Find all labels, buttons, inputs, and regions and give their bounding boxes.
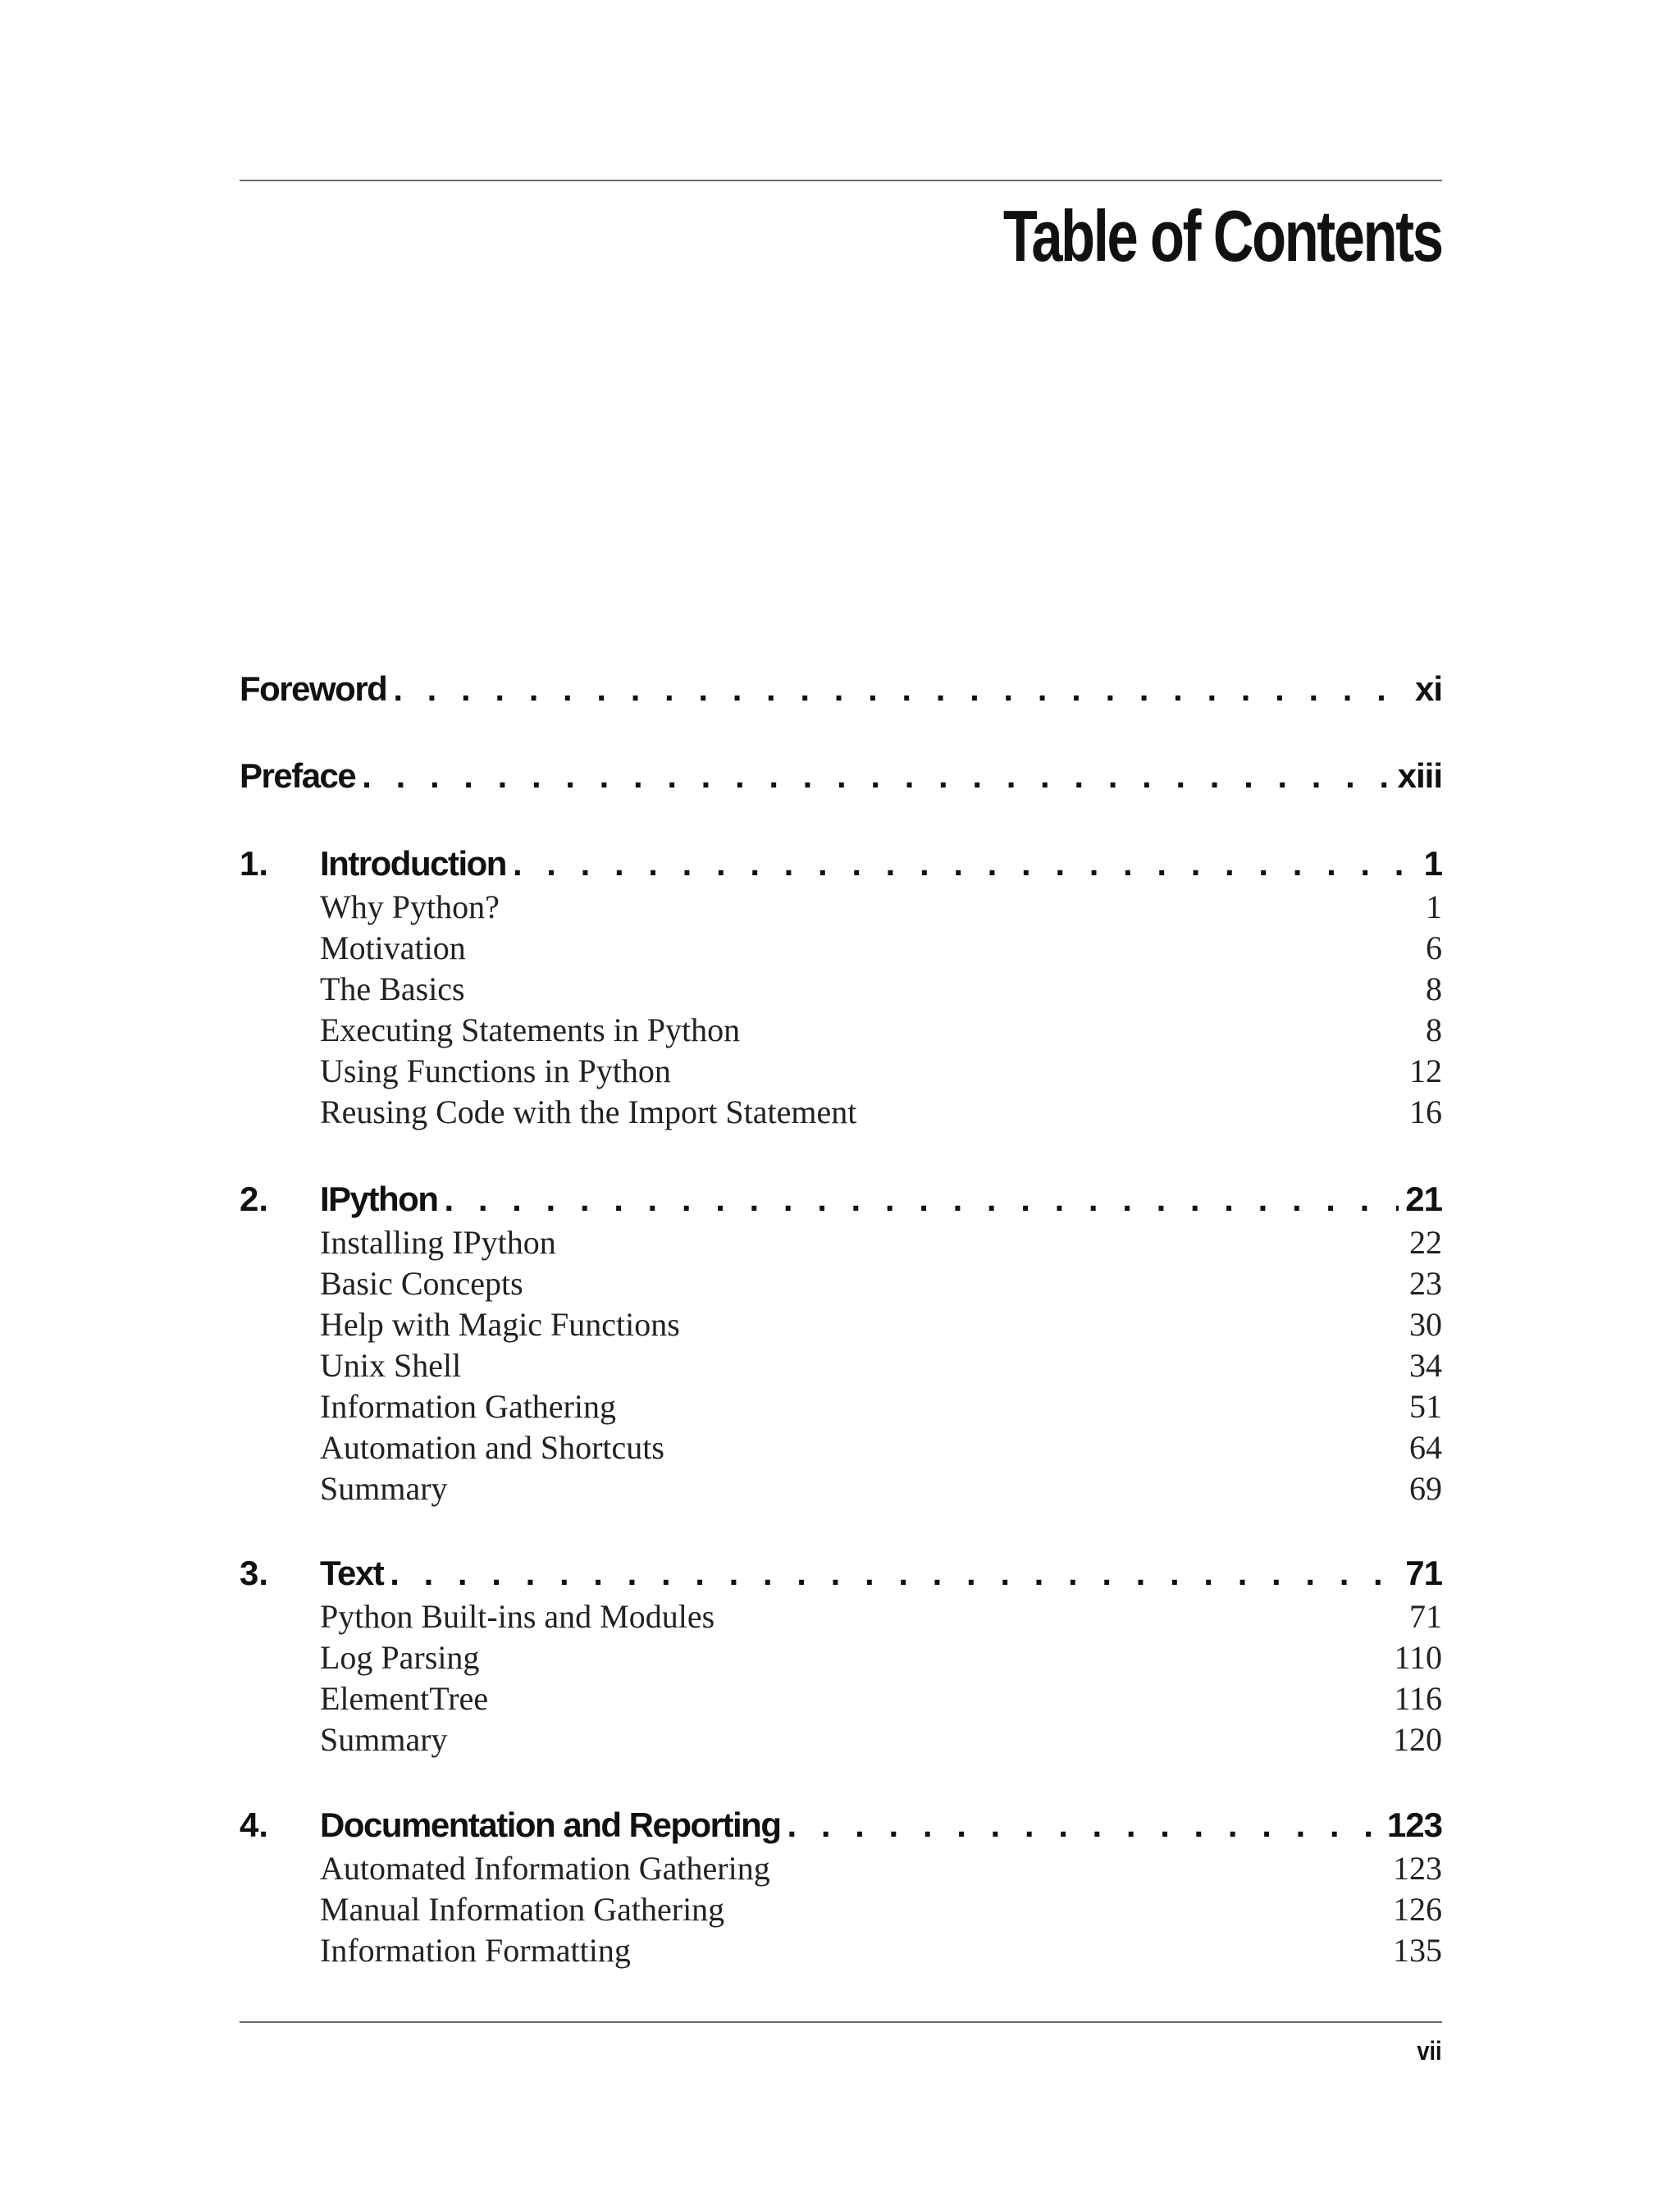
chapter-title: Documentation and Reporting — [320, 1806, 781, 1844]
section-row[interactable] — [320, 1092, 1442, 1133]
chapter-page: 71 — [1405, 1554, 1442, 1592]
dot-leader — [362, 753, 1390, 799]
toc-entry-label: Preface — [240, 756, 356, 795]
section-title: Basic Concepts — [320, 1265, 523, 1302]
section-page: 126 — [1393, 1891, 1442, 1928]
toc-list — [240, 0, 1442, 2205]
toc-entry-page: xiii — [1397, 756, 1442, 795]
section-page: 8 — [1426, 1011, 1442, 1048]
chapter-page: 1 — [1423, 844, 1442, 883]
section-page: 116 — [1394, 1680, 1442, 1717]
section-row[interactable] — [320, 1719, 1442, 1760]
section-page: 8 — [1426, 970, 1442, 1007]
section-row[interactable] — [320, 1678, 1442, 1719]
section-list — [320, 1596, 1442, 1760]
chapter-row[interactable] — [240, 841, 1442, 887]
page-title: Table of Contents — [1003, 195, 1442, 276]
section-title: Executing Statements in Python — [320, 1011, 741, 1048]
chapter-row[interactable] — [240, 1550, 1442, 1596]
toc-entry-row — [240, 753, 1442, 799]
section-title: Unix Shell — [320, 1347, 462, 1384]
chapter-number: 1. — [240, 844, 269, 883]
toc-chapter-2 — [240, 1176, 1442, 1509]
section-page: 71 — [1409, 1598, 1442, 1635]
section-title: Automated Information Gathering — [320, 1850, 770, 1887]
toc-entry-row — [240, 666, 1442, 712]
section-title: Information Gathering — [320, 1388, 616, 1425]
section-row[interactable] — [320, 1930, 1442, 1971]
section-list — [320, 1222, 1442, 1509]
section-row[interactable] — [320, 928, 1442, 969]
section-title: Help with Magic Functions — [320, 1306, 680, 1343]
chapter-page: 21 — [1405, 1180, 1442, 1218]
section-page: 69 — [1409, 1470, 1442, 1507]
section-list — [320, 887, 1442, 1133]
section-title: Manual Information Gathering — [320, 1891, 725, 1928]
section-row[interactable] — [320, 1345, 1442, 1386]
section-page: 30 — [1409, 1306, 1442, 1343]
section-list — [320, 1848, 1442, 1971]
section-row[interactable] — [320, 1386, 1442, 1427]
toc-entry-foreword[interactable] — [240, 666, 1442, 712]
section-page: 135 — [1393, 1932, 1442, 1969]
toc-chapter-1 — [240, 841, 1442, 1133]
section-row[interactable] — [320, 1637, 1442, 1678]
section-page: 6 — [1426, 929, 1442, 966]
chapter-row[interactable] — [240, 1802, 1442, 1848]
dot-leader — [445, 1176, 1399, 1222]
section-page: 110 — [1394, 1639, 1442, 1676]
section-title: Motivation — [320, 929, 466, 966]
section-title: Installing IPython — [320, 1224, 556, 1261]
section-page: 12 — [1409, 1052, 1442, 1089]
section-page: 123 — [1393, 1850, 1442, 1887]
section-row[interactable] — [320, 1848, 1442, 1889]
section-row[interactable] — [320, 1051, 1442, 1092]
section-title: Python Built-ins and Modules — [320, 1598, 715, 1635]
bottom-rule — [240, 2021, 1442, 2023]
dot-leader — [390, 1550, 1399, 1596]
toc-entry-label: Foreword — [240, 669, 387, 708]
dot-leader — [513, 841, 1418, 887]
section-page: 120 — [1393, 1721, 1442, 1758]
chapter-page: 123 — [1386, 1806, 1442, 1844]
section-page: 23 — [1409, 1265, 1442, 1302]
section-row[interactable] — [320, 1263, 1442, 1304]
section-row[interactable] — [320, 1222, 1442, 1263]
dot-leader — [788, 1802, 1381, 1848]
section-title: Why Python? — [320, 888, 500, 925]
chapter-title: Text — [320, 1554, 384, 1592]
chapter-number: 3. — [240, 1554, 269, 1592]
section-page: 1 — [1426, 888, 1442, 925]
page-number: vii — [1417, 2036, 1442, 2066]
section-title: Summary — [320, 1470, 448, 1507]
section-title: Automation and Shortcuts — [320, 1429, 664, 1466]
section-title: Log Parsing — [320, 1639, 480, 1676]
section-row[interactable] — [320, 1889, 1442, 1930]
section-page: 34 — [1409, 1347, 1442, 1384]
section-row[interactable] — [320, 969, 1442, 1010]
toc-entry-preface[interactable] — [240, 753, 1442, 799]
dot-leader — [393, 666, 1408, 712]
toc-chapter-4 — [240, 1802, 1442, 1971]
section-row[interactable] — [320, 1468, 1442, 1509]
chapter-title: Introduction — [320, 844, 506, 883]
chapter-row[interactable] — [240, 1176, 1442, 1222]
chapter-number: 4. — [240, 1806, 269, 1844]
section-page: 64 — [1409, 1429, 1442, 1466]
chapter-title: IPython — [320, 1180, 438, 1218]
section-title: Summary — [320, 1721, 448, 1758]
section-title: Using Functions in Python — [320, 1052, 671, 1089]
chapter-number: 2. — [240, 1180, 269, 1218]
section-page: 22 — [1409, 1224, 1442, 1261]
section-row[interactable] — [320, 1010, 1442, 1051]
section-title: ElementTree — [320, 1680, 489, 1717]
section-title: The Basics — [320, 970, 465, 1007]
toc-entry-page: xi — [1414, 669, 1442, 708]
toc-chapter-3 — [240, 1550, 1442, 1760]
section-row[interactable] — [320, 1427, 1442, 1468]
section-page: 51 — [1409, 1388, 1442, 1425]
section-row[interactable] — [320, 1596, 1442, 1637]
section-page: 16 — [1409, 1093, 1442, 1130]
section-row[interactable] — [320, 887, 1442, 928]
section-row[interactable] — [320, 1304, 1442, 1345]
section-title: Reusing Code with the Import Statement — [320, 1093, 857, 1130]
section-title: Information Formatting — [320, 1932, 631, 1969]
